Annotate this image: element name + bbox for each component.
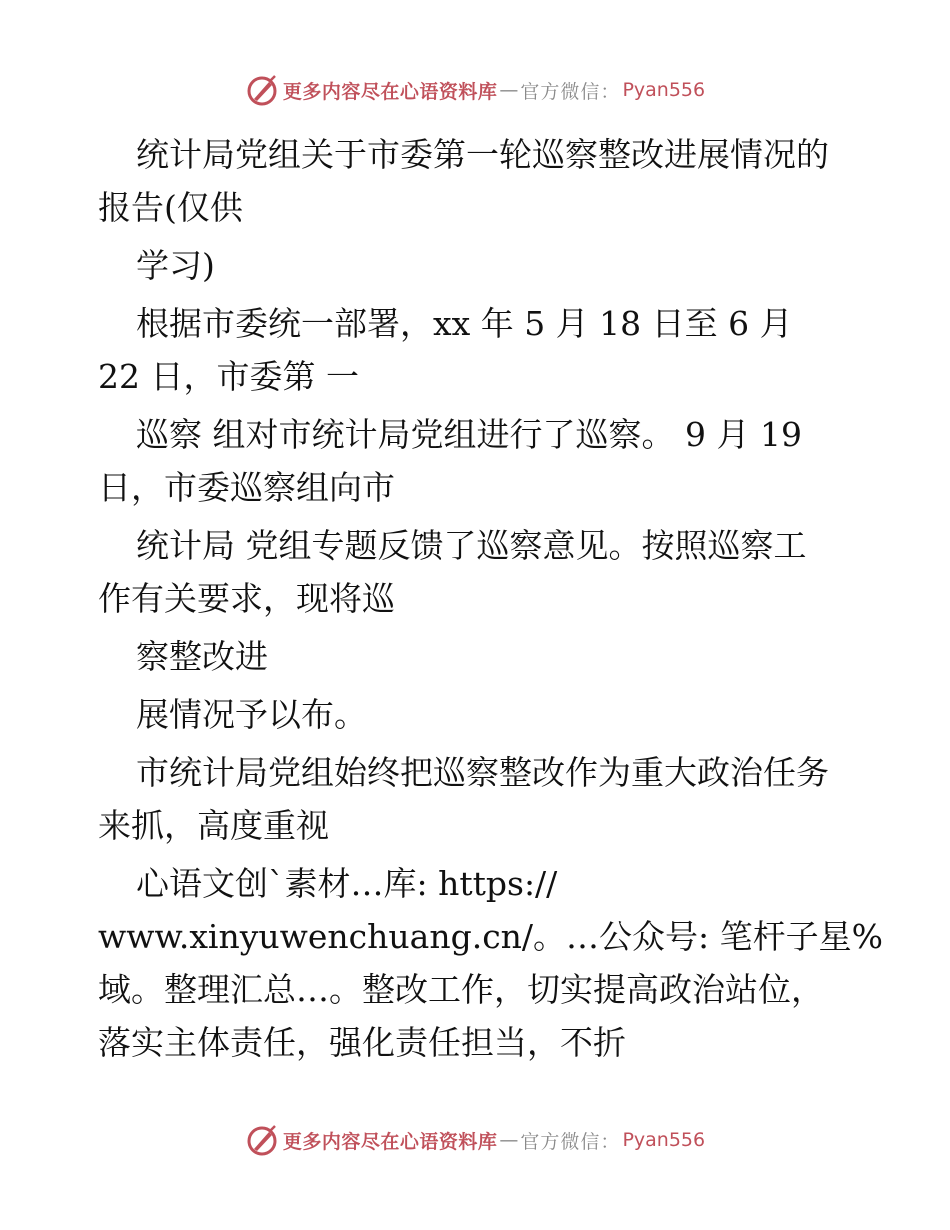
paragraph-line: 统计局 党组专题反馈了巡察意见。按照巡察工 [136, 526, 807, 565]
banner-dash: — [499, 79, 519, 101]
paragraph-line: 心语文创`素材…库: https:// [136, 864, 558, 903]
paragraph-line: 根据市委统一部署，xx 年 5 月 18 日至 6 月 [136, 304, 793, 343]
doc-title-line-3: 学习) [136, 246, 215, 285]
paragraph-line: 展情况予以布。 [136, 695, 367, 734]
quill-pen-logo-icon [245, 1123, 279, 1157]
paragraph-line: www.xinyuwenchuang.cn/。…公众号: 笔杆子星% [98, 917, 884, 956]
paragraph-line: 日，市委巡察组向市 [98, 468, 395, 507]
footer-watermark-banner [0, 1120, 950, 1160]
paragraph-line: 巡察 组对市统计局党组进行了巡察。 9 月 19 [136, 415, 802, 454]
paragraph-line: 作有关要求，现将巡 [98, 579, 395, 618]
paragraph-line: 22 日，市委第 一 [98, 357, 359, 396]
banner-wechat-id: Pyan556 [622, 1129, 706, 1151]
banner-main-text: 更多内容尽在心语资料库 [282, 1130, 498, 1153]
paragraph-line: 察整改进 [136, 637, 268, 676]
doc-title-line-2: 报告(仅供 [98, 188, 243, 227]
document-body [98, 122, 884, 1068]
banner-wechat-label: 官方微信： [520, 1130, 621, 1153]
paragraph-line: 落实主体责任，强化责任担当，不折 [98, 1023, 626, 1062]
banner-dash: — [499, 1129, 519, 1151]
doc-title-line-1: 统计局党组关于市委第一轮巡察整改进展情况的 [136, 135, 829, 174]
header-watermark-banner [0, 70, 950, 110]
banner-wechat-id: Pyan556 [622, 79, 706, 101]
paragraph-line: 域。整理汇总…。整改工作，切实提高政治站位， [98, 970, 824, 1009]
banner-main-text: 更多内容尽在心语资料库 [282, 80, 498, 103]
paragraph-line: 市统计局党组始终把巡察整改作为重大政治任务 [136, 753, 829, 792]
paragraph-line: 来抓，高度重视 [98, 806, 329, 845]
banner-wechat-label: 官方微信： [520, 80, 621, 103]
quill-pen-logo-icon [245, 73, 279, 107]
